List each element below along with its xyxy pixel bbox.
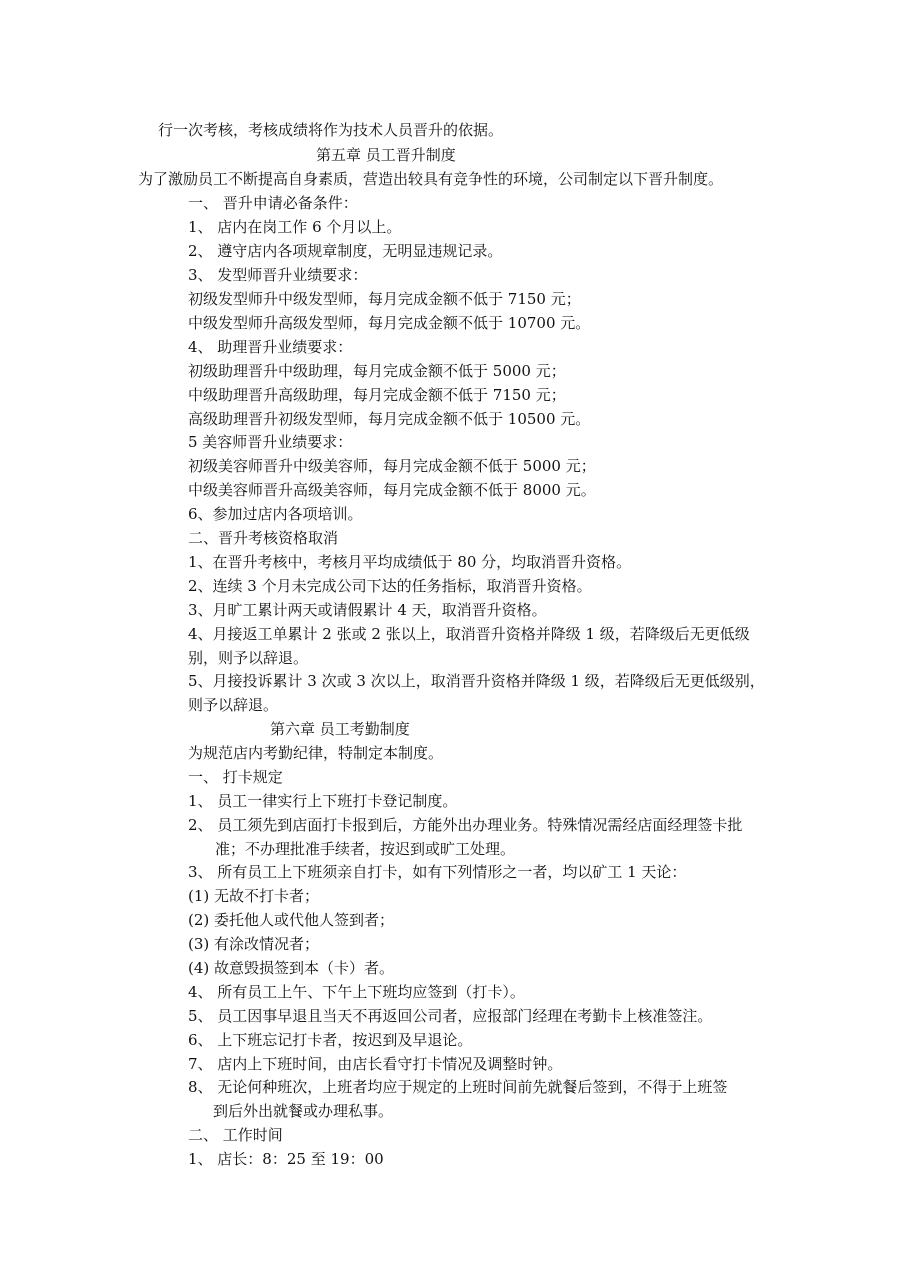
- text-line: 3、 发型师晋升业绩要求：: [188, 266, 368, 284]
- text-line: 5、 员工因事早退且当天不再返回公司者，应报部门经理在考勤卡上核准签注。: [188, 1007, 713, 1025]
- text-line: 初级助理晋升中级助理，每月完成金额不低于 5000 元；: [188, 362, 566, 380]
- text-line: 高级助理晋升初级发型师，每月完成金额不低于 10500 元。: [188, 410, 591, 428]
- section-heading: 二、晋升考核资格取消: [188, 529, 339, 547]
- list-item: (3) 有涂改情况者；: [188, 935, 320, 953]
- text-line: 1、在晋升考核中，考核月平均成绩低于 80 分，均取消晋升资格。: [188, 553, 632, 571]
- text-line: 准；不办理批准手续者，按迟到或旷工处理。: [215, 840, 516, 858]
- text-line: 8、 无论何种班次，上班者均应于规定的上班时间前先就餐后签到，不得于上班签: [188, 1078, 728, 1096]
- text-line: 则予以辞退。: [188, 696, 279, 714]
- text-line: 中级助理晋升高级助理，每月完成金额不低于 7150 元；: [188, 386, 566, 404]
- text-line: 2、 员工须先到店面打卡报到后，方能外出办理业务。特殊情况需经店面经理签卡批: [188, 816, 743, 834]
- text-line: 中级美容师晋升高级美容师，每月完成金额不低于 8000 元。: [188, 481, 596, 499]
- text-line: 5、月接投诉累计 3 次或 3 次以上，取消晋升资格并降级 1 级，若降级后无更低级别，: [188, 672, 765, 690]
- text-line: 3、月旷工累计两天或请假累计 4 天，取消晋升资格。: [188, 601, 547, 619]
- text-line: 为规范店内考勤纪律，特制定本制度。: [188, 744, 444, 762]
- section-heading: 一、 晋升申请必备条件：: [188, 194, 358, 212]
- text-line: 5 美容师晋升业绩要求：: [188, 433, 353, 451]
- text-line: 别，则予以辞退。: [188, 649, 309, 667]
- list-item: (4) 故意毁损签到本（卡）者。: [188, 959, 395, 977]
- text-line: 到后外出就餐或办理私事。: [213, 1102, 394, 1120]
- text-line: 初级美容师晋升中级美容师，每月完成金额不低于 5000 元；: [188, 457, 596, 475]
- text-line: 2、 遵守店内各项规章制度，无明显违规记录。: [188, 242, 503, 260]
- text-line: 4、 所有员工上午、下午上下班均应签到（打卡）。: [188, 983, 525, 1001]
- text-line: 7、 店内上下班时间，由店长看守打卡情况及调整时钟。: [188, 1055, 563, 1073]
- text-line: 3、 所有员工上下班须亲自打卡，如有下列情形之一者，均以矿工 1 天论：: [188, 863, 687, 881]
- text-line: 4、 助理晋升业绩要求：: [188, 338, 353, 356]
- text-line: 1、 员工一律实行上下班打卡登记制度。: [188, 792, 458, 810]
- text-line: 为了激励员工不断提高自身素质，营造出较具有竞争性的环境，公司制定以下晋升制度。: [138, 170, 724, 188]
- text-line: 1、 店长：8：25 至 19：00: [188, 1150, 384, 1168]
- text-line: 6、 上下班忘记打卡者，按迟到及早退论。: [188, 1031, 473, 1049]
- text-line: 中级发型师升高级发型师，每月完成金额不低于 10700 元。: [188, 314, 591, 332]
- list-item: (2) 委托他人或代他人签到者；: [188, 911, 395, 929]
- text-line: 6、参加过店内各项培训。: [188, 505, 363, 523]
- text-line: 2、连续 3 个月未完成公司下达的任务指标，取消晋升资格。: [188, 577, 592, 595]
- section-heading: 一、 打卡规定: [188, 768, 283, 786]
- chapter-6-heading: 第六章 员工考勤制度: [270, 720, 410, 738]
- text-line: 1、 店内在岗工作 6 个月以上。: [188, 218, 402, 236]
- text-line: 行一次考核，考核成绩将作为技术人员晋升的依据。: [158, 121, 504, 139]
- chapter-5-heading: 第五章 员工晋升制度: [316, 146, 456, 164]
- text-line: 4、月接返工单累计 2 张或 2 张以上，取消晋升资格并降级 1 级，若降级后无更低级: [188, 625, 750, 643]
- section-heading: 二、 工作时间: [188, 1126, 283, 1144]
- list-item: (1) 无故不打卡者；: [188, 887, 320, 905]
- text-line: 初级发型师升中级发型师，每月完成金额不低于 7150 元；: [188, 290, 581, 308]
